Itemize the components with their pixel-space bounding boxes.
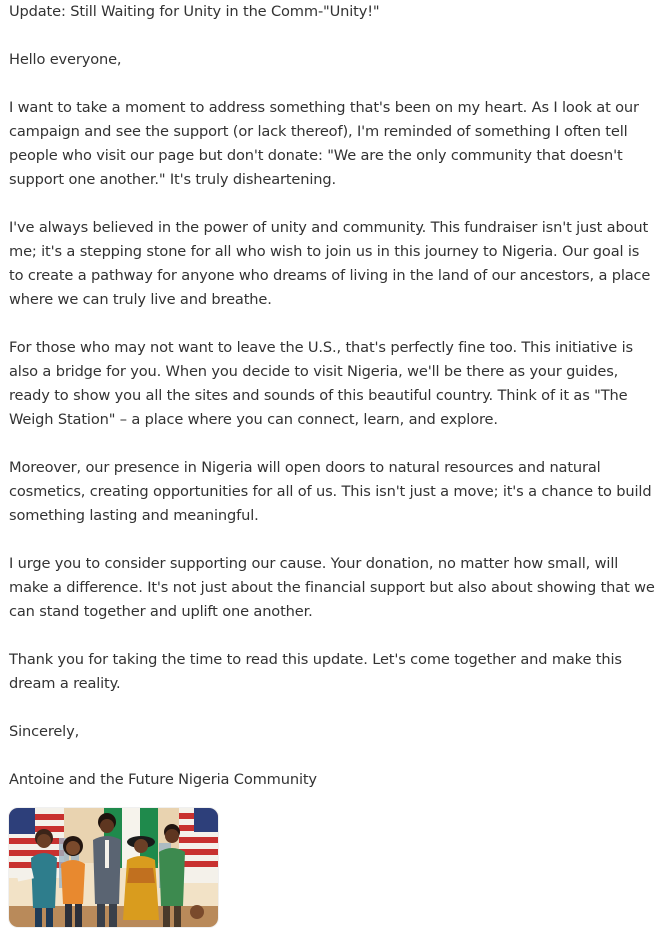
paragraph-line: cosmetics, creating opportunities for all of us. This isn't just a move; it's a chance to build [9,483,652,500]
paragraph-line: Weigh Station" – a place where you can connect, learn, and explore. [9,411,498,428]
paragraph-line: I've always believed in the power of unity and community. This fundraiser isn't just about [9,219,649,236]
paragraph-3 [9,336,667,432]
paragraph-line: ready to show you all the sites and sounds of this beautiful country. Think of it as "The [9,387,628,404]
paragraph-line: something lasting and meaningful. [9,507,259,524]
paragraph-line: make a difference. It's not just about the financial support but also about showing that we [9,579,655,596]
paragraph-line: For those who may not want to leave the U.S., that's perfectly fine too. This initiative is [9,339,633,356]
paragraph-line: I want to take a moment to address something that's been on my heart. As I look at our [9,99,639,116]
signature-text: Antoine and the Future Nigeria Community [9,771,317,788]
post-title: Update: Still Waiting for Unity in the Comm-"Unity!" [9,3,380,20]
paragraph-6 [9,648,667,696]
paragraph-line: I urge you to consider supporting our cause. Your donation, no matter how small, will [9,555,619,572]
paragraph-5 [9,552,667,624]
closing-text: Sincerely, [9,723,80,740]
paragraph-line: dream a reality. [9,675,121,692]
paragraph-2 [9,216,667,312]
paragraph-line: can stand together and uplift one another. [9,603,313,620]
paragraph-1 [9,96,667,192]
paragraph-line: to create a pathway for anyone who dreams of living in the land of our ancestors, a place [9,267,651,284]
greeting-text: Hello everyone, [9,51,122,68]
paragraph-line: also a bridge for you. When you decide to visit Nigeria, we'll be there as your guides, [9,363,619,380]
paragraph-line: support one another." It's truly disheartening. [9,171,336,188]
paragraph-line: Thank you for taking the time to read this update. Let's come together and make this [9,651,622,668]
us-flag-right [179,808,218,883]
paragraph-line: campaign and see the support (or lack thereof), I'm reminded of something I often tell [9,123,628,140]
paragraph-line: Moreover, our presence in Nigeria will open doors to natural resources and natural [9,459,601,476]
paragraph-4 [9,456,667,528]
paragraph-line: where we can truly live and breathe. [9,291,272,308]
paragraph-line: me; it's a stepping stone for all who wish to join us in this journey to Nigeria. Our goal is [9,243,640,260]
paragraph-line: people who visit our page but don't donate: "We are the only community that doesn't [9,147,623,164]
community-illustration-art [9,808,218,927]
community-illustration[interactable] [9,808,218,927]
